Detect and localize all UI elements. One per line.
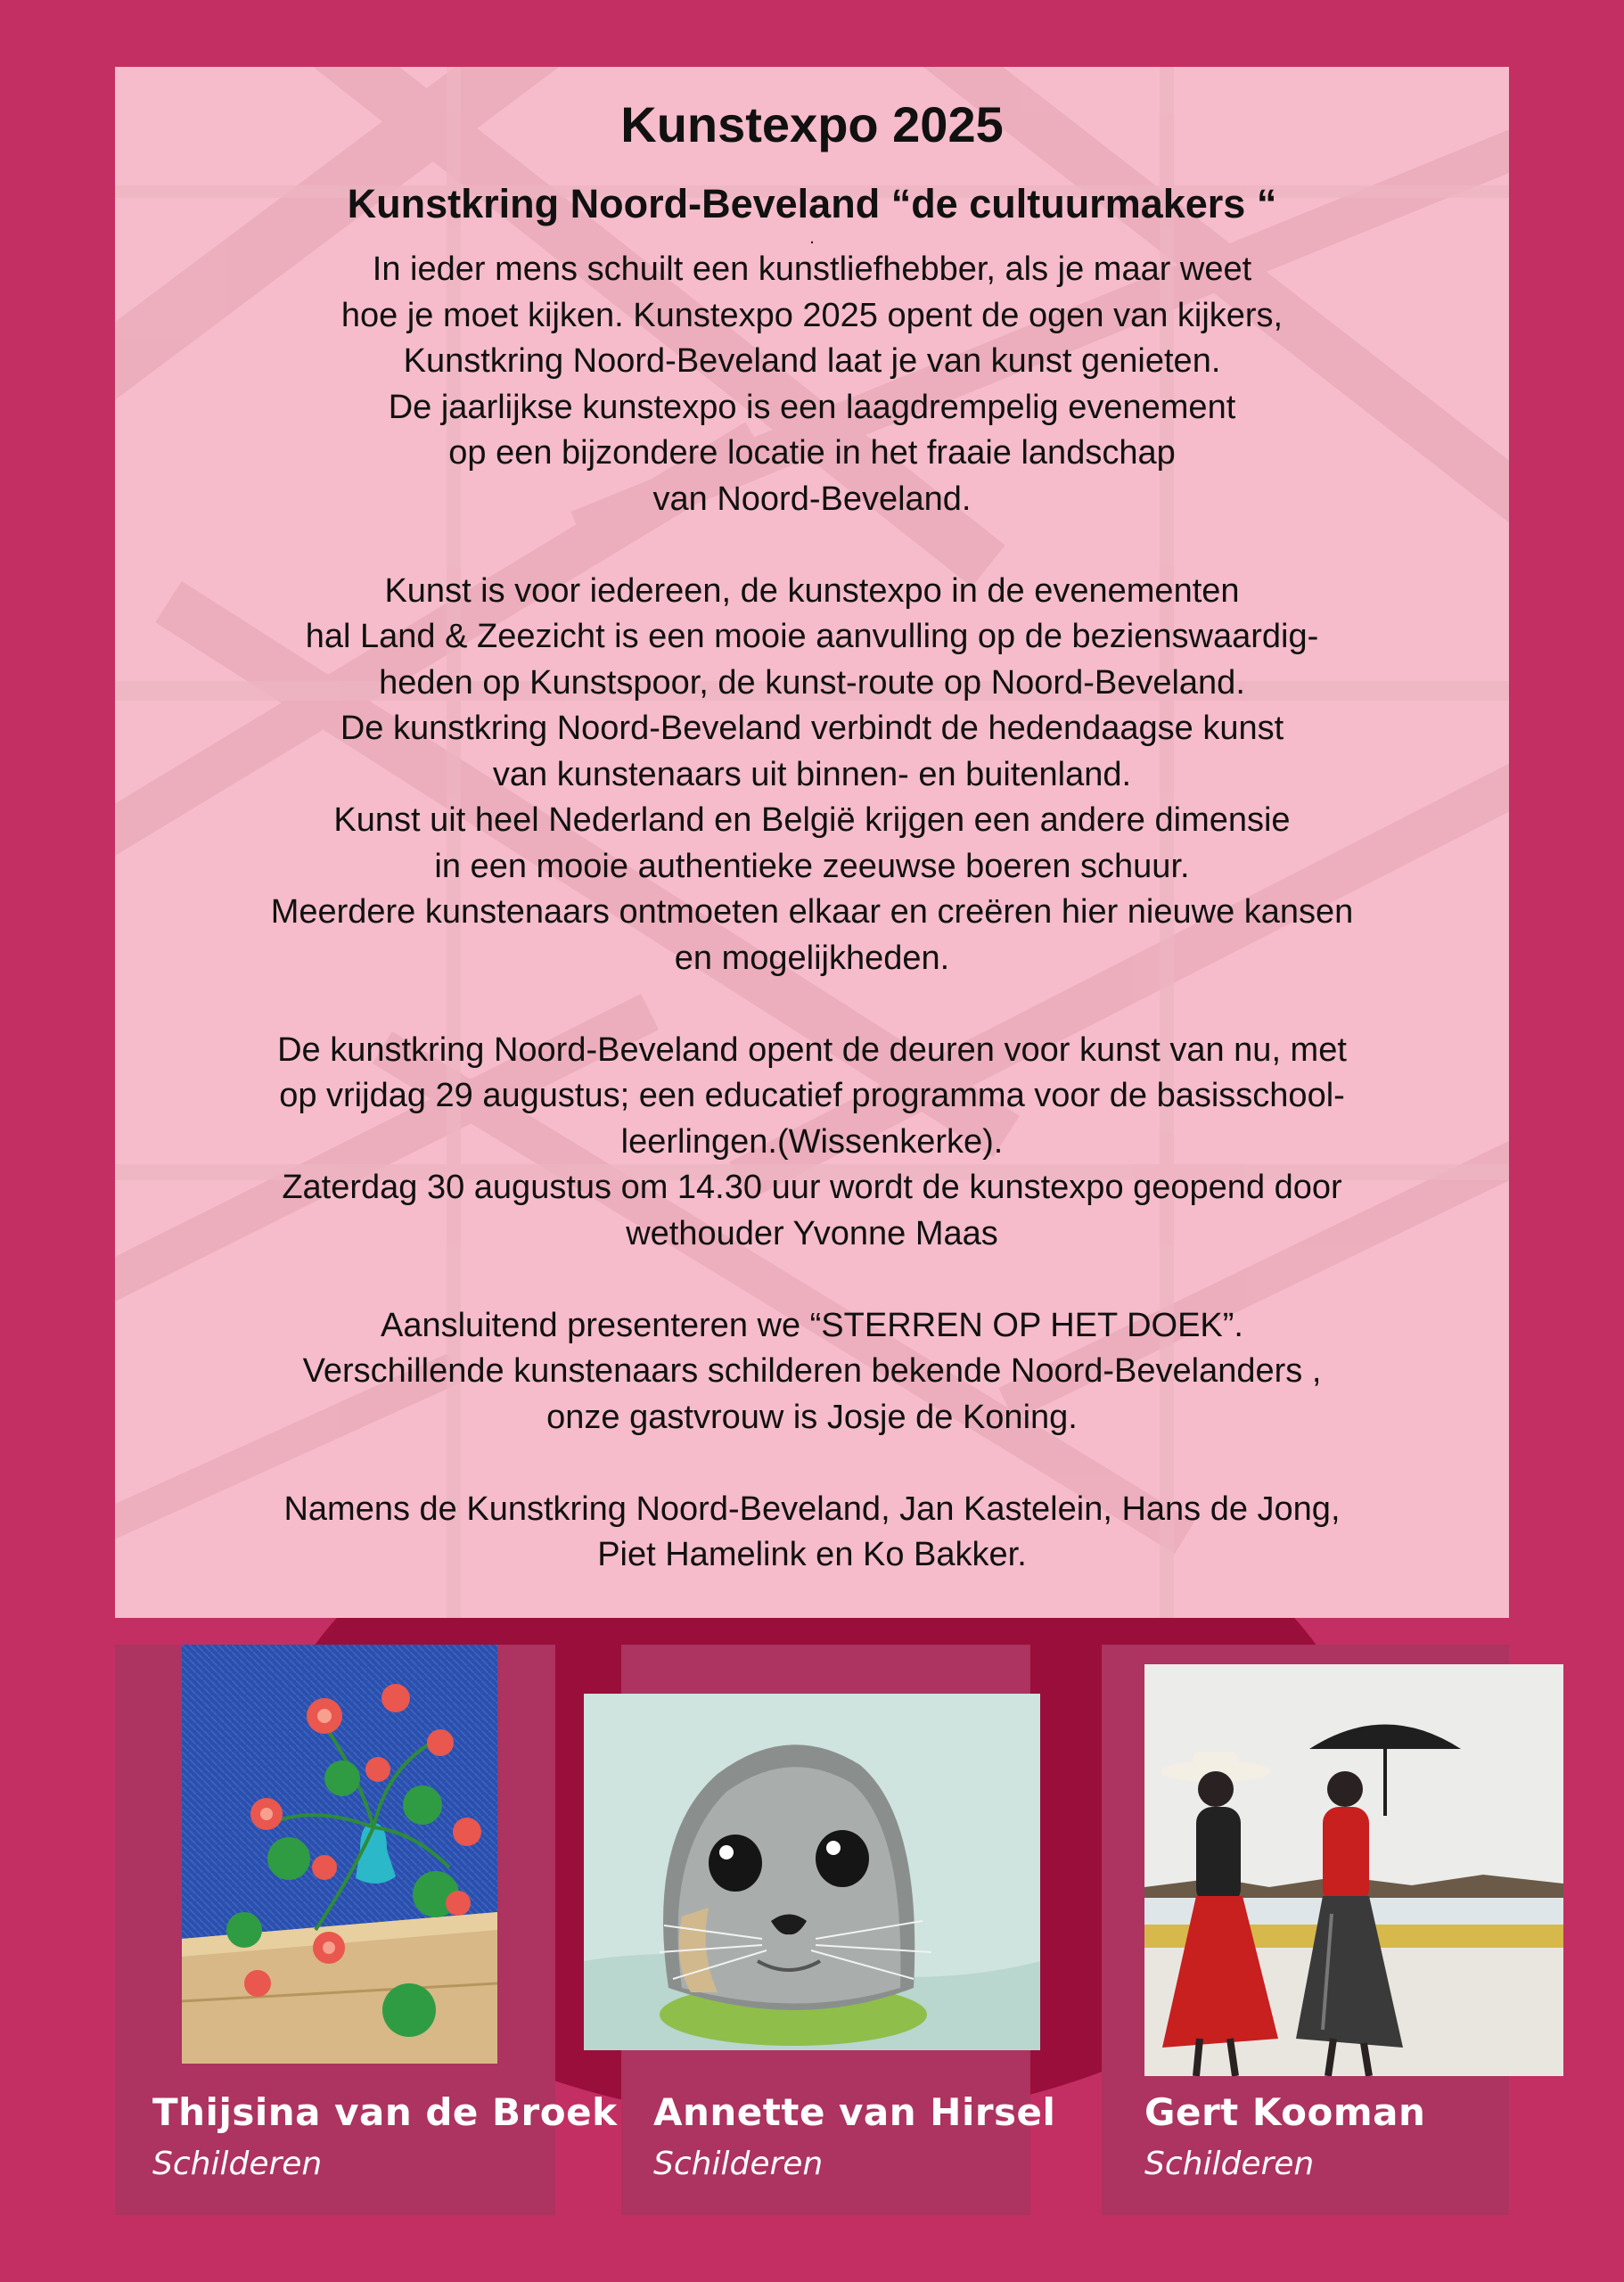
text-line: hal Land & Zeezicht is een mooie aanvulling op de bezienswaardig- — [305, 618, 1319, 655]
text-line: hoe je moet kijken. Kunstexpo 2025 opent de ogen van kijkers, — [340, 296, 1284, 334]
text-line: De kunstkring Noord-Beveland opent de deuren voor kunst van nu, met — [277, 1030, 1347, 1069]
artist-card — [115, 1645, 618, 2215]
paragraph-signature — [115, 1487, 1509, 1579]
artist-card — [621, 1645, 1056, 2215]
paragraph-intro — [115, 247, 1509, 522]
text-line: Kunstkring Noord-Beveland laat je van kunst genieten. — [403, 342, 1221, 380]
page-subtitle: Kunstkring Noord-Beveland “de cultuurmakers “ — [347, 181, 1277, 226]
artist-role: Schilderen — [152, 2146, 323, 2182]
artist-name: Gert Kooman — [1144, 2090, 1426, 2134]
text-line: Zaterdag 30 augustus om 14.30 uur wordt de kunstexpo geopend door — [282, 1169, 1342, 1206]
text-line: wethouder Yvonne Maas — [626, 1214, 998, 1252]
text-line: De jaarlijkse kunstexpo is een laagdrempelig evenement — [388, 388, 1236, 426]
text-line: Verschillende kunstenaars schilderen bekende Noord-Bevelanders , — [302, 1352, 1322, 1390]
text-line: van Noord-Beveland. — [652, 480, 972, 518]
text-line: onze gastvrouw is Josje de Koning. — [546, 1398, 1078, 1436]
text-line: In ieder mens schuilt een kunstliefhebber, als je maar weet — [372, 250, 1252, 288]
page-title: Kunstexpo 2025 — [620, 96, 1004, 152]
text-line: op vrijdag 29 augustus; een educatief programma voor de basisschool- — [279, 1077, 1345, 1114]
paragraph-venue — [115, 569, 1509, 982]
text-line: leerlingen.(Wissenkerke). — [620, 1122, 1004, 1161]
artist-role: Schilderen — [1144, 2146, 1315, 2182]
text-line: Piet Hamelink en Ko Bakker. — [597, 1536, 1027, 1573]
two-women-beach-painting — [1144, 1664, 1563, 2076]
text-line: Kunst is voor iedereen, de kunstexpo in de evenementen — [384, 571, 1240, 610]
text-line: Kunst uit heel Nederland en België krijgen een andere dimensie — [333, 801, 1291, 839]
text-line: De kunstkring Noord-Beveland verbindt de hedendaagse kunst — [340, 710, 1284, 747]
text-line: Namens de Kunstkring Noord-Beveland, Jan Kastelein, Hans de Jong, — [283, 1490, 1341, 1528]
text-line: Aansluitend presenteren we “STERREN OP HET DOEK”. — [381, 1306, 1243, 1344]
text-line: en mogelijkheden. — [674, 939, 950, 977]
artist-role: Schilderen — [653, 2146, 824, 2182]
paragraph-program — [115, 1028, 1509, 1258]
text-line: Meerdere kunstenaars ontmoeten elkaar en creëren hier nieuwe kansen — [270, 893, 1354, 931]
artist-card — [1102, 1645, 1509, 2215]
artist-name: Thijsina van de Broek — [152, 2090, 618, 2134]
text-line: in een mooie authentieke zeeuwse boeren schuur. — [434, 847, 1190, 885]
text-line: heden op Kunstspoor, de kunst-route op Noord-Beveland. — [379, 663, 1245, 702]
separator-dot: . — [809, 228, 815, 248]
flower-still-life-painting — [182, 1645, 497, 2064]
text-line: op een bijzondere locatie in het fraaie landschap — [448, 434, 1176, 472]
text-line: van kunstenaars uit binnen- en buitenland. — [492, 755, 1132, 793]
artist-name: Annette van Hirsel — [653, 2090, 1056, 2134]
seal-painting — [584, 1694, 1040, 2050]
paragraph-stars — [115, 1303, 1509, 1441]
text-panel — [115, 67, 1509, 1618]
